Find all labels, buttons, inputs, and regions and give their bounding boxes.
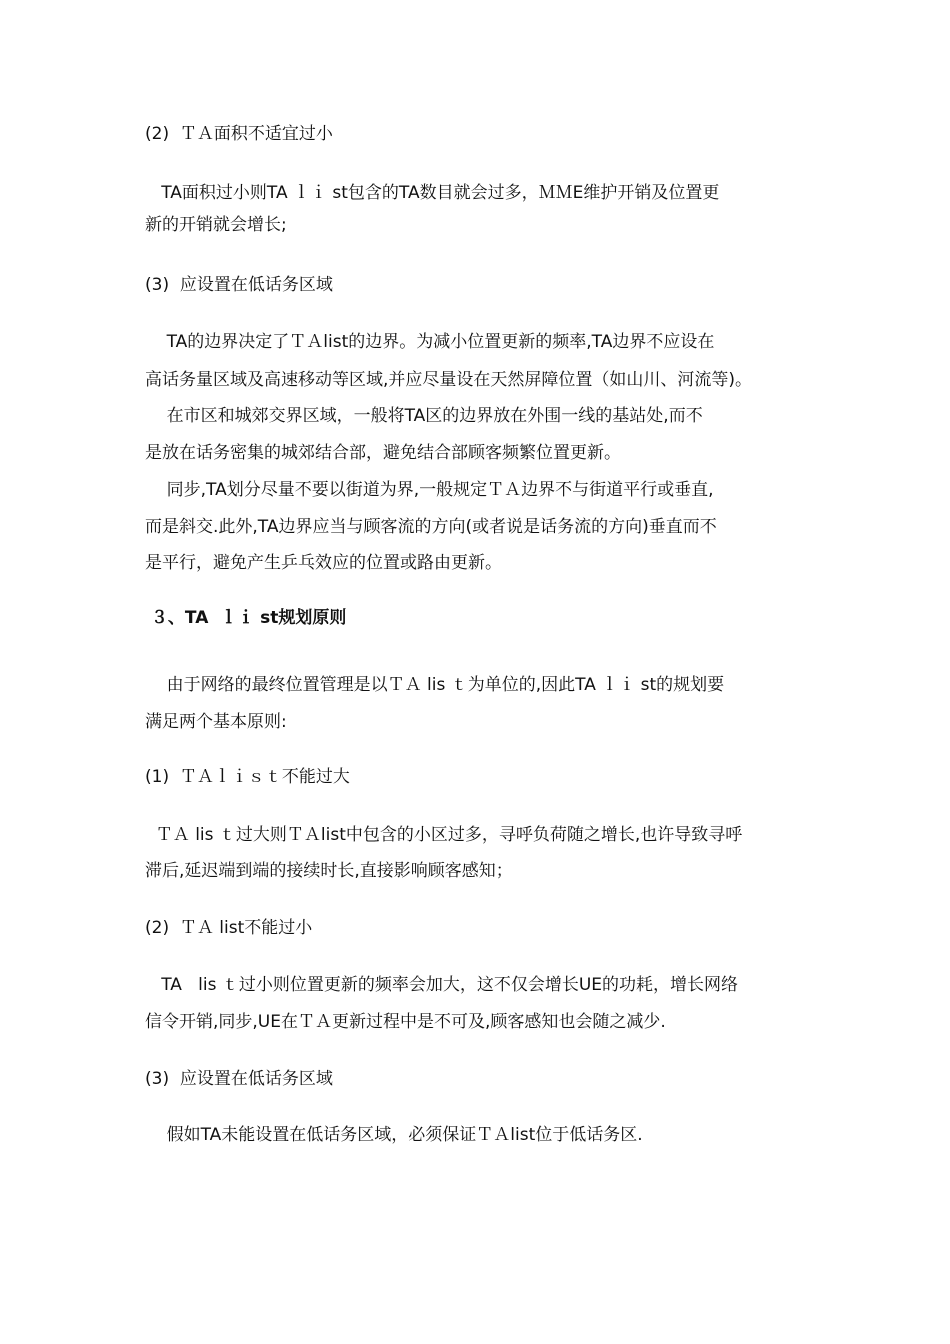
- paragraph-line: 是放在话务密集的城郊结合部，避免结合部顾客频繁位置更新。: [145, 443, 621, 463]
- subheading-ta-list-not-too-small: (2) ＴＡ list不能过小: [145, 918, 313, 938]
- subheading-low-traffic-area: (3) 应设置在低话务区域: [145, 1069, 333, 1089]
- section-heading-ta-list-principles: ３、TA ｌｉ st规划原则: [145, 608, 347, 628]
- paragraph-line: ＴＡ lis ｔ过大则ＴＡlist中包含的小区过多，寻呼负荷随之增长,也许导致寻呼: [145, 825, 743, 845]
- paragraph-line: 满足两个基本原则:: [145, 712, 287, 732]
- paragraph-line: TA lis ｔ过小则位置更新的频率会加大，这不仅会增长UE的功耗，增长网络: [145, 975, 739, 995]
- subheading-low-traffic-area: (3) 应设置在低话务区域: [145, 275, 333, 295]
- paragraph-line: TA的边界决定了ＴＡlist的边界。为减小位置更新的频率,TA边界不应设在: [145, 332, 715, 352]
- paragraph-line: 假如TA未能设置在低话务区域，必须保证ＴＡlist位于低话务区.: [145, 1125, 643, 1145]
- paragraph-line: 而是斜交.此外,TA边界应当与顾客流的方向(或者说是话务流的方向)垂直而不: [145, 517, 717, 537]
- paragraph-line: 新的开销就会增长;: [145, 215, 287, 235]
- paragraph-line: TA面积过小则TA ｌｉ st包含的TA数目就会过多，ＭＭE维护开销及位置更: [145, 183, 720, 203]
- subheading-ta-list-not-too-large: (1) ＴＡｌｉｓｔ不能过大: [145, 767, 350, 787]
- paragraph-line: 在市区和城郊交界区域，一般将TA区的边界放在外围一线的基站处,而不: [145, 406, 703, 426]
- paragraph-line: 由于网络的最终位置管理是以ＴＡ lis ｔ为单位的,因此TA ｌｉ st的规划要: [145, 675, 725, 695]
- subheading-ta-area-not-too-small: (2) ＴＡ面积不适宜过小: [145, 124, 333, 144]
- paragraph-line: 同步,TA划分尽量不要以街道为界,一般规定ＴＡ边界不与街道平行或垂直,: [145, 480, 714, 500]
- paragraph-line: 高话务量区域及高速移动等区域,并应尽量设在天然屏障位置（如山川、河流等)。: [145, 370, 753, 390]
- paragraph-line: 是平行，避免产生乒乓效应的位置或路由更新。: [145, 553, 502, 573]
- paragraph-line: 信令开销,同步,UE在ＴＡ更新过程中是不可及,顾客感知也会随之减少.: [145, 1012, 666, 1032]
- paragraph-line: 滞后,延迟端到端的接续时长,直接影响顾客感知；: [145, 861, 513, 881]
